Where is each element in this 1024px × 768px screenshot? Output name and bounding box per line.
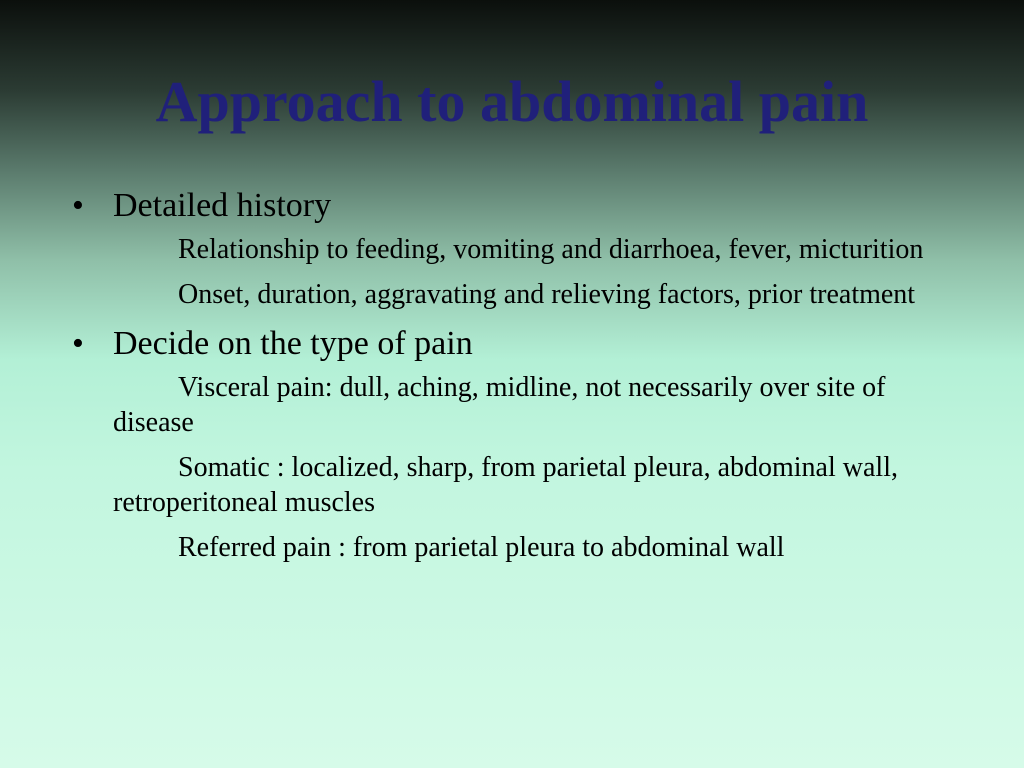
bullet-text: Detailed history bbox=[113, 187, 332, 224]
sub-item-onset: Onset, duration, aggravating and relieving factors, prior treatment bbox=[178, 279, 916, 310]
sub-item-visceral: Visceral pain: dull, aching, midline, not necessarily over site of disease bbox=[113, 372, 886, 438]
sub-item-referred: Referred pain : from parietal pleura to abdominal wall bbox=[178, 532, 785, 563]
bullet-item-history bbox=[72, 184, 972, 228]
slide-title: Approach to abdominal pain bbox=[155, 69, 869, 134]
bullet-text: Decide on the type of pain bbox=[113, 325, 473, 362]
slide-content bbox=[72, 180, 972, 575]
bullet-marker: • bbox=[72, 187, 84, 224]
sub-item-somatic: Somatic : localized, sharp, from parietal pleura, abdominal wall, retroperitoneal muscles bbox=[113, 452, 898, 518]
bullet-item-type-of-pain bbox=[72, 322, 972, 366]
bullet-marker: • bbox=[72, 325, 84, 362]
sub-item-feeding: Relationship to feeding, vomiting and diarrhoea, fever, micturition bbox=[178, 234, 924, 265]
